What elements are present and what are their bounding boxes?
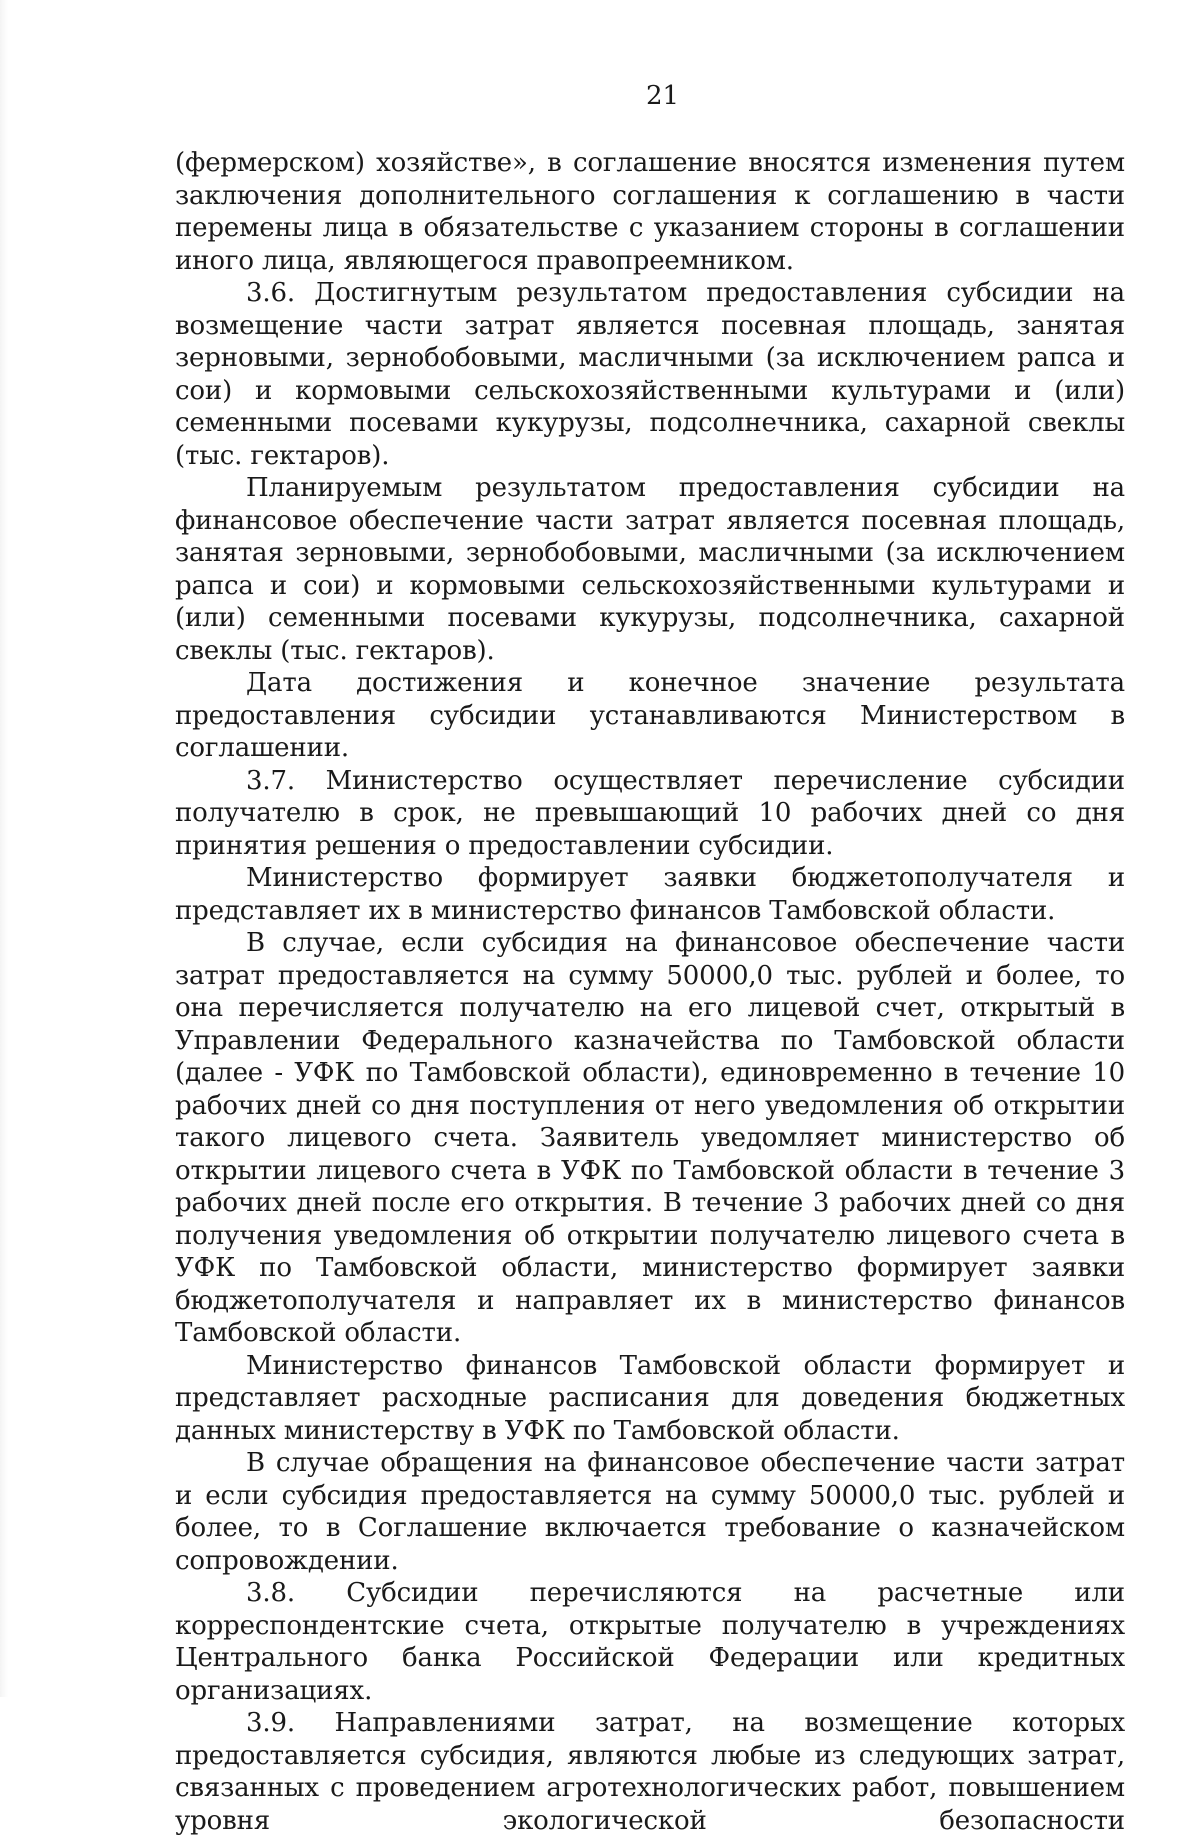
paragraph-achievement-date: Дата достижения и конечное значение результата предоставления субсидии устанавливаются Министерством в соглашении. — [175, 668, 1125, 763]
scan-edge — [0, 0, 8, 1697]
paragraph-budget-requests: Министерство формирует заявки бюджетополучателя и представляет их в министерство финансов Тамбовской области. — [175, 863, 1125, 926]
page-number: 21 — [645, 81, 680, 111]
paragraph-3-6: 3.6. Достигнутым результатом предоставления субсидии на возмещение части затрат является посевная площадь, занятая зерновыми, зернобобовыми, масличными (за исключением рапса и сои) и кормовыми сельскохозяйственными культурами и (или) семенными посевами кукурузы, подсолнечника, сахарной свеклы (тыс. гектаров). — [175, 278, 1125, 471]
paragraph-3-8: 3.8. Субсидии перечисляются на расчетные или корреспондентские счета, открытые получателю в учреждениях Центрального банка Российской Федерации или кредитных организациях. — [175, 1578, 1125, 1706]
paragraph-3-9: 3.9. Направлениями затрат, на возмещение которых предоставляется субсидия, являются любые из следующих затрат, связанных с проведением агротехнологических работ, повышением уровня экологической безопасности — [175, 1708, 1125, 1836]
document-body — [175, 147, 1125, 1837]
paragraph-expense-schedules: Министерство финансов Тамбовской области формирует и представляет расходные расписания для доведения бюджетных данных министерству в УФК по Тамбовской области. — [175, 1350, 1125, 1446]
paragraph-treasury-account: В случае, если субсидия на финансовое обеспечение части затрат предоставляется на сумму 50000,0 тыс. рублей и более, то она перечисляется получателю на его лицевой счет, открытый в Управлении Федерального казначейства по Тамбовской области (далее - УФК по Тамбовской области), единовременно в течение 10 рабочих дней со дня поступления от него уведомления об открытии такого лицевого счета. Заявитель уведомляет министерство об открытии лицевого счета в УФК по Тамбовской области в течение 3 рабочих дней после его открытия. В течение 3 рабочих дней со дня получения уведомления об открытии получателю лицевого счета в УФК по Тамбовской области, министерство формирует заявки бюджетополучателя и направляет их в министерство финансов Тамбовской области. — [175, 928, 1125, 1348]
paragraph-continuation: (фермерском) хозяйстве», в соглашение вносятся изменения путем заключения дополнительного соглашения к соглашению в части перемены лица в обязательстве с указанием стороны в соглашении иного лица, являющегося правопреемником. — [175, 148, 1125, 276]
paragraph-planned-result: Планируемым результатом предоставления субсидии на финансовое обеспечение части затрат является посевная площадь, занятая зерновыми, зернобобовыми, масличными (за исключением рапса и сои) и кормовыми сельскохозяйственными культурами и (или) семенными посевами кукурузы, подсолнечника, сахарной свеклы (тыс. гектаров). — [175, 473, 1125, 666]
paragraph-3-7: 3.7. Министерство осуществляет перечисление субсидии получателю в срок, не превышающий 10 рабочих дней со дня принятия решения о предоставлении субсидии. — [175, 765, 1125, 861]
paragraph-treasury-support: В случае обращения на финансовое обеспечение части затрат и если субсидия предоставляется на сумму 50000,0 тыс. рублей и более, то в Соглашение включается требование о казначейском сопровождении. — [175, 1448, 1125, 1576]
